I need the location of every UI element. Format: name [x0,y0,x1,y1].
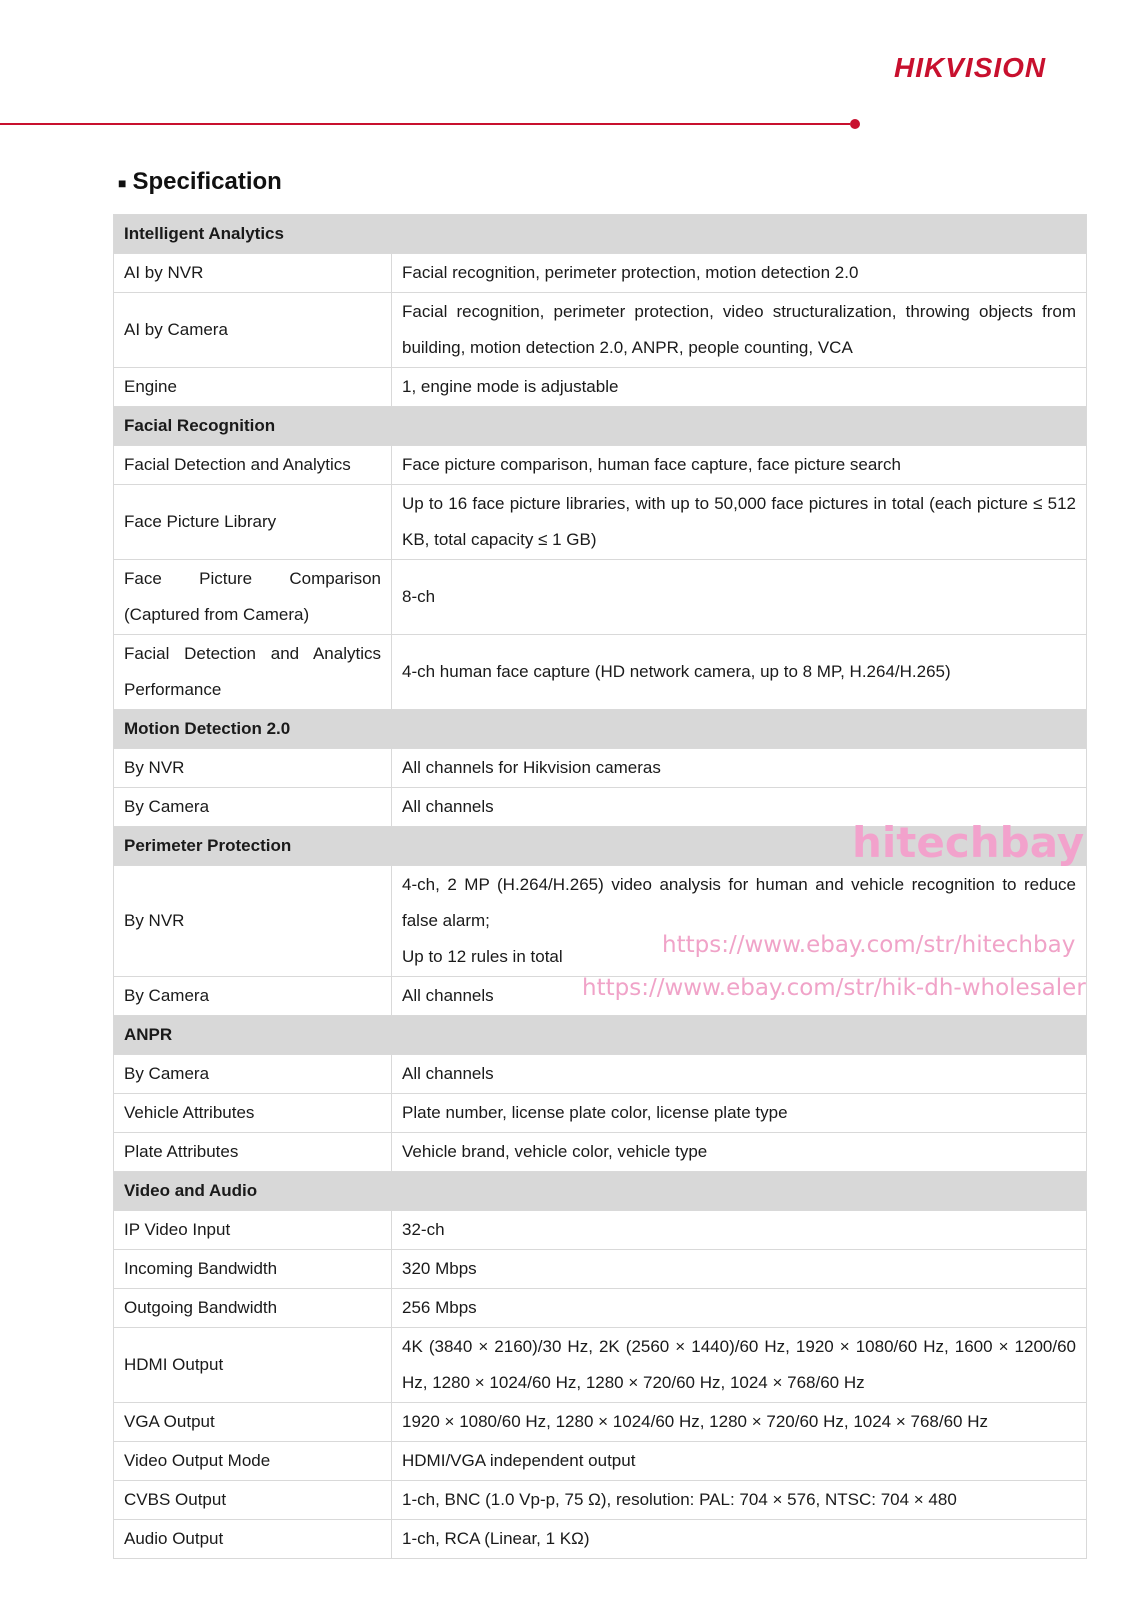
watermark-url-2: https://www.ebay.com/str/hik-dh-wholesaler [582,975,1086,1001]
table-row [114,1211,1087,1250]
header-divider-dot [850,119,860,129]
spec-label: Face Picture Library [114,485,392,560]
spec-value: Vehicle brand, vehicle color, vehicle type [392,1133,1087,1172]
watermark-url-1: https://www.ebay.com/str/hitechbay [662,932,1076,958]
table-row [114,1403,1087,1442]
table-row [114,1481,1087,1520]
logo-part-1: HIK [894,52,946,83]
spec-label: Facial Detection and Analytics Performance [114,635,392,710]
category-row [114,215,1087,254]
table-row [114,1094,1087,1133]
spec-label: AI by Camera [114,293,392,368]
table-row [114,1133,1087,1172]
table-row [114,368,1087,407]
spec-label: Outgoing Bandwidth [114,1289,392,1328]
spec-value: All channels [392,977,1087,1016]
table-row [114,1250,1087,1289]
table-row [114,635,1087,710]
table-row [114,1328,1087,1403]
spec-label: Video Output Mode [114,1442,392,1481]
spec-value: Face picture comparison, human face capture, face picture search [392,446,1087,485]
spec-label: By Camera [114,1055,392,1094]
category-row [114,710,1087,749]
spec-value: 1-ch, RCA (Linear, 1 KΩ) [392,1520,1087,1559]
spec-label: AI by NVR [114,254,392,293]
spec-value: Plate number, license plate color, license plate type [392,1094,1087,1133]
hikvision-logo [894,52,1046,84]
spec-label: Face Picture Comparison (Captured from Camera) [114,560,392,635]
table-row [114,446,1087,485]
table-row [114,1289,1087,1328]
category-label: Motion Detection 2.0 [114,710,1087,749]
spec-value: 1, engine mode is adjustable [392,368,1087,407]
spec-label: Audio Output [114,1520,392,1559]
spec-value: All channels for Hikvision cameras [392,749,1087,788]
table-row [114,1442,1087,1481]
spec-label: By Camera [114,977,392,1016]
spec-value: 32-ch [392,1211,1087,1250]
table-row [114,485,1087,560]
spec-label: Plate Attributes [114,1133,392,1172]
spec-label: Facial Detection and Analytics [114,446,392,485]
spec-table [113,214,1087,1559]
category-label: Perimeter Protection [114,827,1087,866]
category-label: ANPR [114,1016,1087,1055]
header-divider [0,123,850,125]
spec-label: By Camera [114,788,392,827]
spec-value: Facial recognition, perimeter protection, video structuralization, throwing objects from building, motion detection 2.0, ANPR, people counting, VCA [392,293,1087,368]
spec-value: 4-ch human face capture (HD network camera, up to 8 MP, H.264/H.265) [392,635,1087,710]
spec-label: IP Video Input [114,1211,392,1250]
table-row [114,866,1087,977]
logo-part-2: VISION [945,52,1047,83]
table-row [114,1520,1087,1559]
watermark-name: hitechbay [852,818,1085,867]
spec-value: All channels [392,788,1087,827]
spec-value-line2: Up to 12 rules in total [402,947,563,966]
spec-label: By NVR [114,866,392,977]
section-title-text: Specification [132,168,282,195]
spec-value: 1-ch, BNC (1.0 Vp-p, 75 Ω), resolution: PAL: 704 × 576, NTSC: 704 × 480 [392,1481,1087,1520]
spec-label: Vehicle Attributes [114,1094,392,1133]
spec-label: By NVR [114,749,392,788]
spec-value: HDMI/VGA independent output [392,1442,1087,1481]
spec-value-multi [392,866,1087,977]
spec-value: 320 Mbps [392,1250,1087,1289]
category-label: Intelligent Analytics [114,215,1087,254]
section-title [118,168,282,196]
spec-value: Facial recognition, perimeter protection, motion detection 2.0 [392,254,1087,293]
category-label: Facial Recognition [114,407,1087,446]
category-row [114,407,1087,446]
table-row [114,560,1087,635]
table-row [114,293,1087,368]
category-row [114,1016,1087,1055]
spec-value: 8-ch [392,560,1087,635]
spec-value: All channels [392,1055,1087,1094]
table-row [114,1055,1087,1094]
spec-value: 4-ch, 2 MP (H.264/H.265) video analysis for human and vehicle recognition to reduce false alarm; [402,875,1076,930]
spec-value: Up to 16 face picture libraries, with up to 50,000 face pictures in total (each picture ≤ 512 KB, total capacity ≤ 1 GB) [392,485,1087,560]
bullet-icon: ■ [118,174,127,191]
category-label: Video and Audio [114,1172,1087,1211]
spec-value: 256 Mbps [392,1289,1087,1328]
spec-value: 4K (3840 × 2160)/30 Hz, 2K (2560 × 1440)/60 Hz, 1920 × 1080/60 Hz, 1600 × 1200/60 Hz, 1280 × 1024/60 Hz, 1280 × 720/60 Hz, 1024 × 768/60 Hz [392,1328,1087,1403]
spec-label: VGA Output [114,1403,392,1442]
spec-value: 1920 × 1080/60 Hz, 1280 × 1024/60 Hz, 1280 × 720/60 Hz, 1024 × 768/60 Hz [392,1403,1087,1442]
table-row [114,254,1087,293]
category-row [114,1172,1087,1211]
spec-label: HDMI Output [114,1328,392,1403]
spec-label: Incoming Bandwidth [114,1250,392,1289]
spec-label: CVBS Output [114,1481,392,1520]
spec-label: Engine [114,368,392,407]
table-row [114,749,1087,788]
